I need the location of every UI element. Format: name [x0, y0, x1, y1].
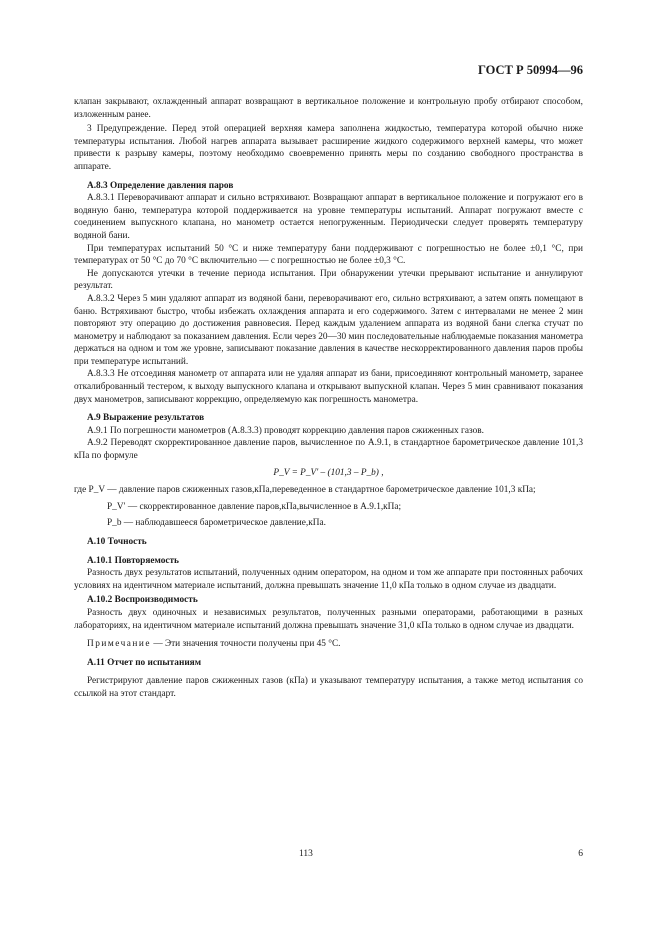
paragraph-a832: А.8.3.2 Через 5 мин удаляют аппарат из водяной бани, переворачивают его, сильно встряхивают, а затем опять помещают в баню. Встряхивают быстро, чтобы избежать охлаждения аппарата и его содержимого. Затем с интервалами не менее 2 мин повторяют эту операцию до достижения равновесия. Перед каждым удалением аппарата из водяной бани слегка стучат по манометру и наблюдают за показанием давления. Если через 20—30 мин последовательные наблюдаемые показания манометра держаться на одном и том же уровне, записывают показание давления в качестве нескорректированного давления паров пробы при температуре испытаний. [74, 293, 583, 367]
section-heading-a101: А.10.1 Повторяемость [87, 555, 179, 566]
note-label: Примечание [87, 639, 151, 650]
section-heading-a11: А.11 Отчет по испытаниям [87, 657, 202, 668]
note-text: — Эти значения точности получены при 45 °С. [151, 639, 341, 650]
definition-pv: где P_V — давление паров сжиженных газов,кПа,переведенное в стандартное барометрическое давление 101,3 кПа; [74, 485, 536, 496]
section-heading-a83: А.8.3 Определение давления паров [87, 180, 234, 191]
section-heading-a102: А.10.2 Воспроизводимость [87, 595, 198, 606]
paragraph-a833: А.8.3.3 Не отсоединяя манометр от аппарата или не удаляя аппарат из бани, присоединяют контрольный манометр, заранее откалиброванный тестером, к выходу выпускного клапана и открывают выпускной клапан. Через 5 мин сравнивают показания двух манометров, записывают коррекцию, определяемую как погрешность манометра. [74, 369, 583, 405]
paragraph-leak: Не допускаются утечки в течение периода испытания. При обнаружении утечки прерывают испытание и аннулируют результат. [74, 268, 583, 292]
definition-pb: P_b — наблюдавшееся барометрическое давление,кПа. [107, 518, 326, 529]
formula: P_V = P_V′ – (101,3 – P_b) , [273, 467, 384, 478]
paragraph-continuation: клапан закрывают, охлажденный аппарат возвращают в вертикальное положение и контрольную пробу отбирают способом, изложенным ранее. [74, 97, 583, 120]
standard-header: ГОСТ Р 50994—96 [477, 63, 583, 77]
paragraph-a101: Разность двух результатов испытаний, полученных одним оператором, на одном и том же аппарате при постоянных рабочих условиях на идентичном материале испытаний, должна превышать значение 11,0 кПа только в одном случае из двадцати. [74, 568, 583, 591]
paragraph-a92: А.9.2 Переводят скорректированное давление паров, вычисленное по А.9.1, в стандартное барометрическое давление 101,3 кПа по формуле [74, 438, 583, 462]
note [74, 638, 583, 651]
section-heading-a9: А.9 Выражение результатов [87, 413, 205, 424]
page-number: 113 [299, 849, 313, 859]
paragraph-temperature: При температурах испытаний 50 °С и ниже температуру бани поддерживают с погрешностью не более ±0,1 °С, при температурах от 50 °С до 70 °С включительно — с погрешностью не более ±0,3 °С. [74, 243, 583, 267]
paragraph-a831: А.8.3.1 Переворачивают аппарат и сильно встряхивают. Возвращают аппарат в вертикальное положение и погружают его в водяную баню, температура которой поддерживается на уровне температуры испытаний. Аппарат погружают вместе с соединением выпускного клапана, но манометр остается непогруженным. Периодически следует проверять температуру водяной бани. [74, 193, 583, 241]
sheet-number: 6 [578, 849, 583, 859]
document-body [74, 96, 583, 701]
paragraph-a102: Разность двух одиночных и независимых результатов, полученных разными операторами, работающими в разных лабораториях, на идентичном материале испытаний должна превышать значение 31,0 кПа только в одном случае из двадцати. [74, 607, 583, 631]
paragraph-a11: Регистрируют давление паров сжиженных газов (кПа) и указывают температуру испытания, а также метод испытания со ссылкой на этот стандарт. [74, 676, 583, 699]
paragraph-a91: А.9.1 По погрешности манометров (А.8.3.3) проводят коррекцию давления паров сжиженных газов. [87, 425, 484, 436]
definition-pv-corrected: P_V′ — скорректированное давление паров,кПа,вычисленное в А.9.1,кПа; [107, 501, 402, 512]
warning-paragraph: 3 Предупреждение. Перед этой операцией верхняя камера заполнена жидкостью, температура которой обычно ниже температуры испытания. Любой нагрев аппарата вызывает расширение жидкого содержимого верхней камеры, что может привести к разрыву камеры, поэтому необходимо своевременно принять меры по созданию свободного пространства в аппарате. [74, 124, 583, 172]
section-heading-a10: А.10 Точность [87, 537, 147, 547]
